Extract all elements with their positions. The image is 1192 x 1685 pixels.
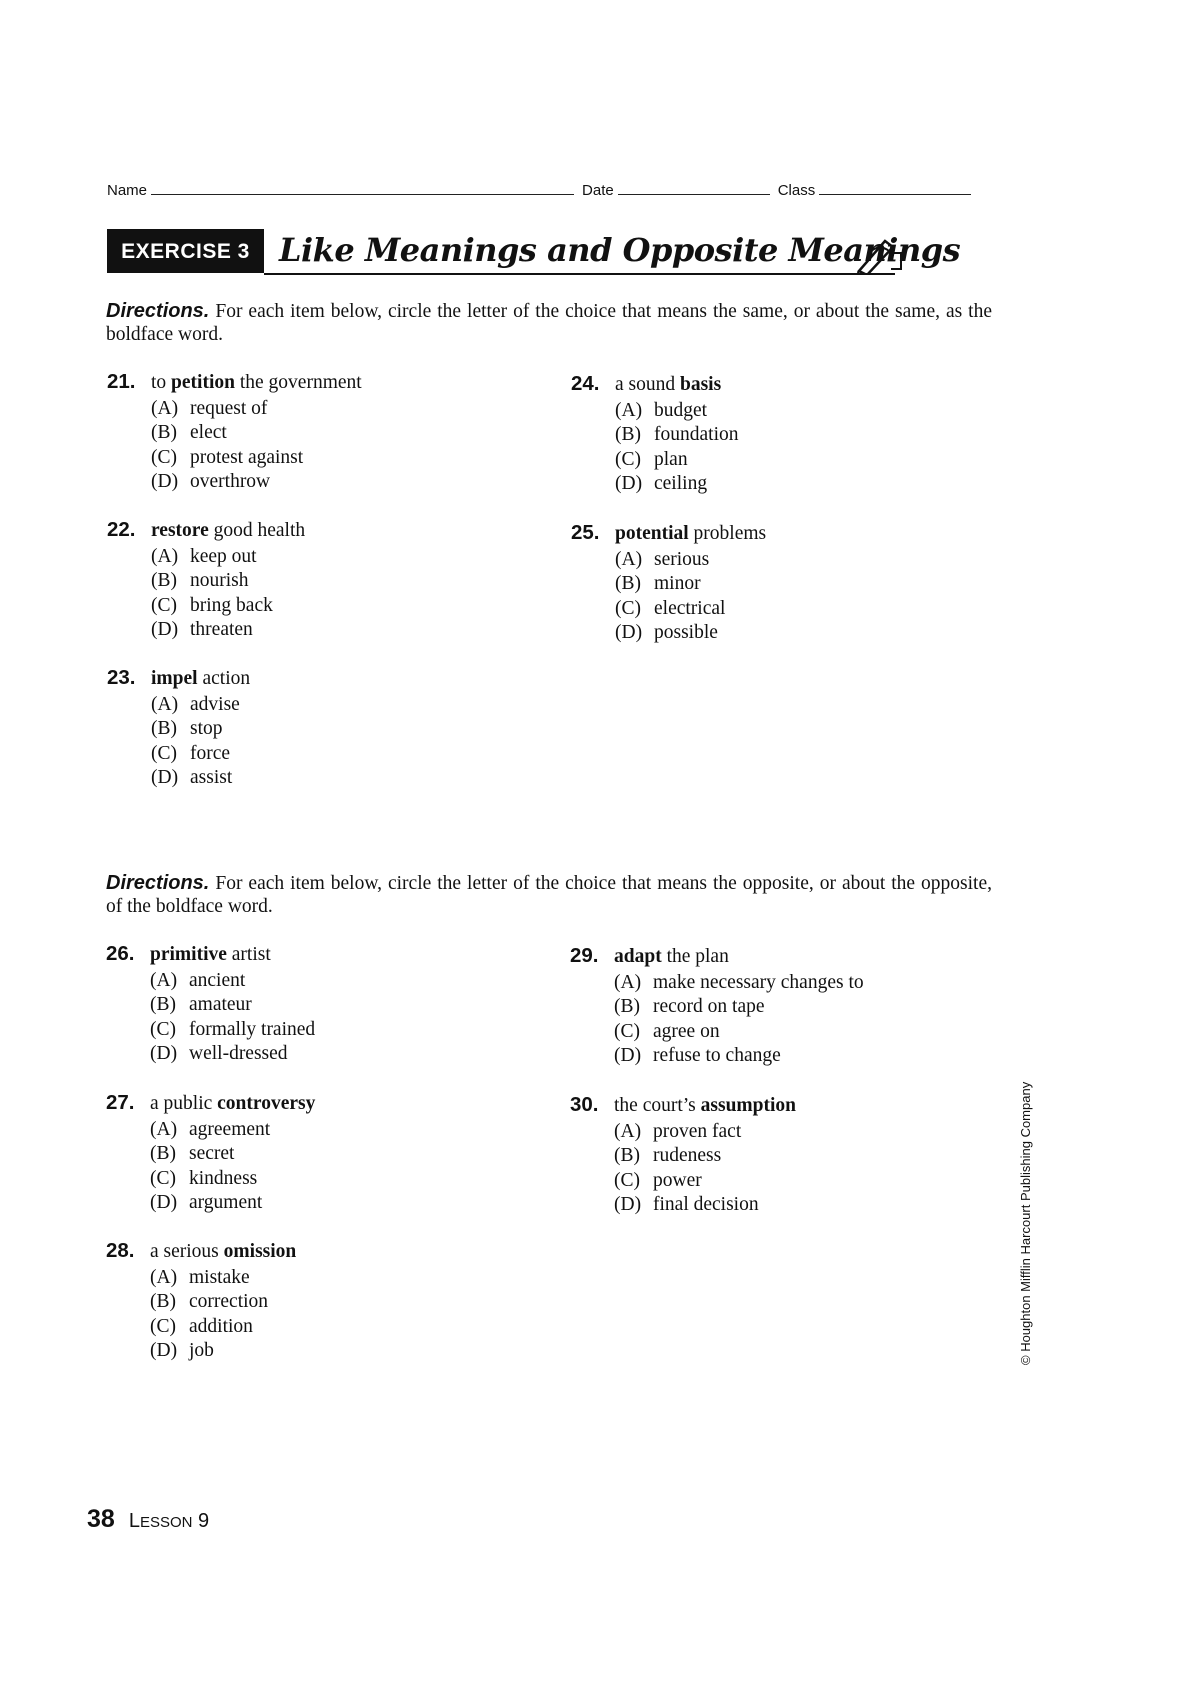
boldface-word: omission <box>223 1241 297 1262</box>
stem-text: good health <box>208 520 306 541</box>
answer-choice[interactable]: (A) advise <box>151 693 240 715</box>
answer-choice[interactable]: (B) record on tape <box>614 996 765 1017</box>
question-25 <box>571 521 766 646</box>
answer-choice[interactable]: (B) stop <box>151 718 223 739</box>
question-24 <box>571 372 738 497</box>
stem-text: action <box>197 668 251 689</box>
answer-choice[interactable]: (C) agree on <box>614 1020 720 1042</box>
answer-choice[interactable]: (A) make necessary changes to <box>614 971 864 993</box>
question-number: 24. <box>571 372 600 395</box>
directions-opposite-meaning <box>106 872 992 918</box>
answer-choice[interactable]: (B) secret <box>150 1143 235 1164</box>
answer-choice[interactable]: (C) force <box>151 742 231 764</box>
answer-choice[interactable]: (C) addition <box>150 1315 253 1337</box>
stem-text: the plan <box>661 946 729 967</box>
answer-choice[interactable]: (C) kindness <box>150 1167 258 1189</box>
answer-choice[interactable]: (D) overthrow <box>151 471 271 492</box>
name-label: Name <box>107 182 148 199</box>
question-22 <box>107 518 305 643</box>
boldface-word: impel <box>151 668 198 689</box>
question-28 <box>106 1239 296 1364</box>
page-number: 38 <box>87 1505 115 1533</box>
question-23 <box>107 666 250 791</box>
date-blank[interactable] <box>618 194 770 195</box>
answer-choice[interactable]: (D) possible <box>615 622 718 643</box>
question-21 <box>107 370 362 495</box>
question-number: 28. <box>106 1239 135 1262</box>
stem-text: a public <box>150 1093 218 1114</box>
answer-choice[interactable]: (C) protest against <box>151 446 304 468</box>
date-label: Date <box>582 182 614 199</box>
boldface-word: controversy <box>217 1093 316 1114</box>
name-blank[interactable] <box>151 194 574 195</box>
question-30 <box>570 1093 796 1218</box>
copyright-notice: © Houghton Mifflin Harcourt Publishing Company <box>1018 1081 1033 1365</box>
boldface-word: adapt <box>614 946 662 967</box>
directions-text: For each item below, circle the letter of the choice that means the same, or about the same, as the boldface word. <box>106 301 992 345</box>
exercise-header <box>107 229 961 275</box>
question-number: 25. <box>571 521 600 544</box>
boldface-word: primitive <box>150 944 227 965</box>
answer-choice[interactable]: (B) rudeness <box>614 1145 722 1166</box>
question-number: 22. <box>107 518 136 541</box>
question-29 <box>570 944 864 1069</box>
directions-label: Directions. <box>106 300 210 322</box>
stem-text: a serious <box>150 1241 224 1262</box>
answer-choice[interactable]: (D) final decision <box>614 1194 759 1215</box>
lesson-label-rest: ESSON <box>139 1514 193 1531</box>
stem-text: to <box>151 372 172 393</box>
answer-choice[interactable]: (B) foundation <box>615 424 739 445</box>
answer-choice[interactable]: (A) proven fact <box>614 1120 742 1142</box>
boldface-word: basis <box>680 374 722 395</box>
class-label: Class <box>777 182 816 199</box>
boldface-word: petition <box>171 372 235 393</box>
pencil-writing-icon <box>855 235 905 275</box>
answer-choice[interactable]: (A) serious <box>615 548 710 570</box>
answer-choice[interactable]: (A) ancient <box>150 969 246 991</box>
boldface-word: potential <box>615 523 689 544</box>
answer-choice[interactable]: (D) threaten <box>151 619 253 640</box>
answer-choice[interactable]: (A) request of <box>151 397 268 419</box>
directions-same-meaning <box>106 300 992 346</box>
question-number: 27. <box>106 1091 135 1114</box>
answer-choice[interactable]: (B) amateur <box>150 994 252 1015</box>
answer-choice[interactable]: (B) correction <box>150 1291 269 1312</box>
answer-choice[interactable]: (C) power <box>614 1169 702 1191</box>
answer-choice[interactable]: (C) electrical <box>615 597 726 619</box>
boldface-word: assumption <box>700 1095 797 1116</box>
exercise-title-rule <box>264 273 889 275</box>
exercise-label: EXERCISE 3 <box>107 231 264 273</box>
answer-choice[interactable]: (C) plan <box>615 448 688 470</box>
answer-choice[interactable]: (A) agreement <box>150 1118 271 1140</box>
answer-choice[interactable]: (C) formally trained <box>150 1018 316 1040</box>
answer-choice[interactable]: (D) job <box>150 1340 214 1361</box>
question-number: 23. <box>107 666 136 689</box>
answer-choice[interactable]: (A) keep out <box>151 545 257 567</box>
stem-text: the government <box>234 372 362 393</box>
answer-choice[interactable]: (D) argument <box>150 1192 263 1213</box>
answer-choice[interactable]: (A) mistake <box>150 1266 250 1288</box>
answer-choice[interactable]: (D) assist <box>151 767 233 788</box>
answer-choice[interactable]: (B) nourish <box>151 570 249 591</box>
answer-choice[interactable]: (D) well-dressed <box>150 1043 288 1064</box>
directions-label: Directions. <box>106 872 210 894</box>
question-number: 21. <box>107 370 136 393</box>
answer-choice[interactable]: (D) ceiling <box>615 473 708 494</box>
student-info-header <box>107 175 983 199</box>
page-footer <box>87 1505 209 1534</box>
directions-text: For each item below, circle the letter of the choice that means the opposite, or about the opposite, of the boldface word. <box>106 873 993 917</box>
lesson-label-initial: L <box>128 1510 140 1532</box>
question-number: 29. <box>570 944 599 967</box>
answer-choice[interactable]: (B) minor <box>615 573 701 594</box>
lesson-number: 9 <box>198 1510 210 1532</box>
stem-text: artist <box>226 944 271 965</box>
answer-choice[interactable]: (A) budget <box>615 399 708 421</box>
answer-choice[interactable]: (D) refuse to change <box>614 1045 781 1066</box>
question-27 <box>106 1091 315 1216</box>
stem-text: a sound <box>615 374 680 395</box>
stem-text: problems <box>688 523 767 544</box>
answer-choice[interactable]: (C) bring back <box>151 594 273 616</box>
stem-text: the court’s <box>614 1095 701 1116</box>
boldface-word: restore <box>151 520 209 541</box>
answer-choice[interactable]: (B) elect <box>151 422 227 443</box>
question-26 <box>106 942 315 1067</box>
exercise-title: Like Meanings and Opposite Meanings <box>279 231 961 269</box>
question-number: 26. <box>106 942 135 965</box>
class-blank[interactable] <box>819 194 971 195</box>
question-number: 30. <box>570 1093 599 1116</box>
